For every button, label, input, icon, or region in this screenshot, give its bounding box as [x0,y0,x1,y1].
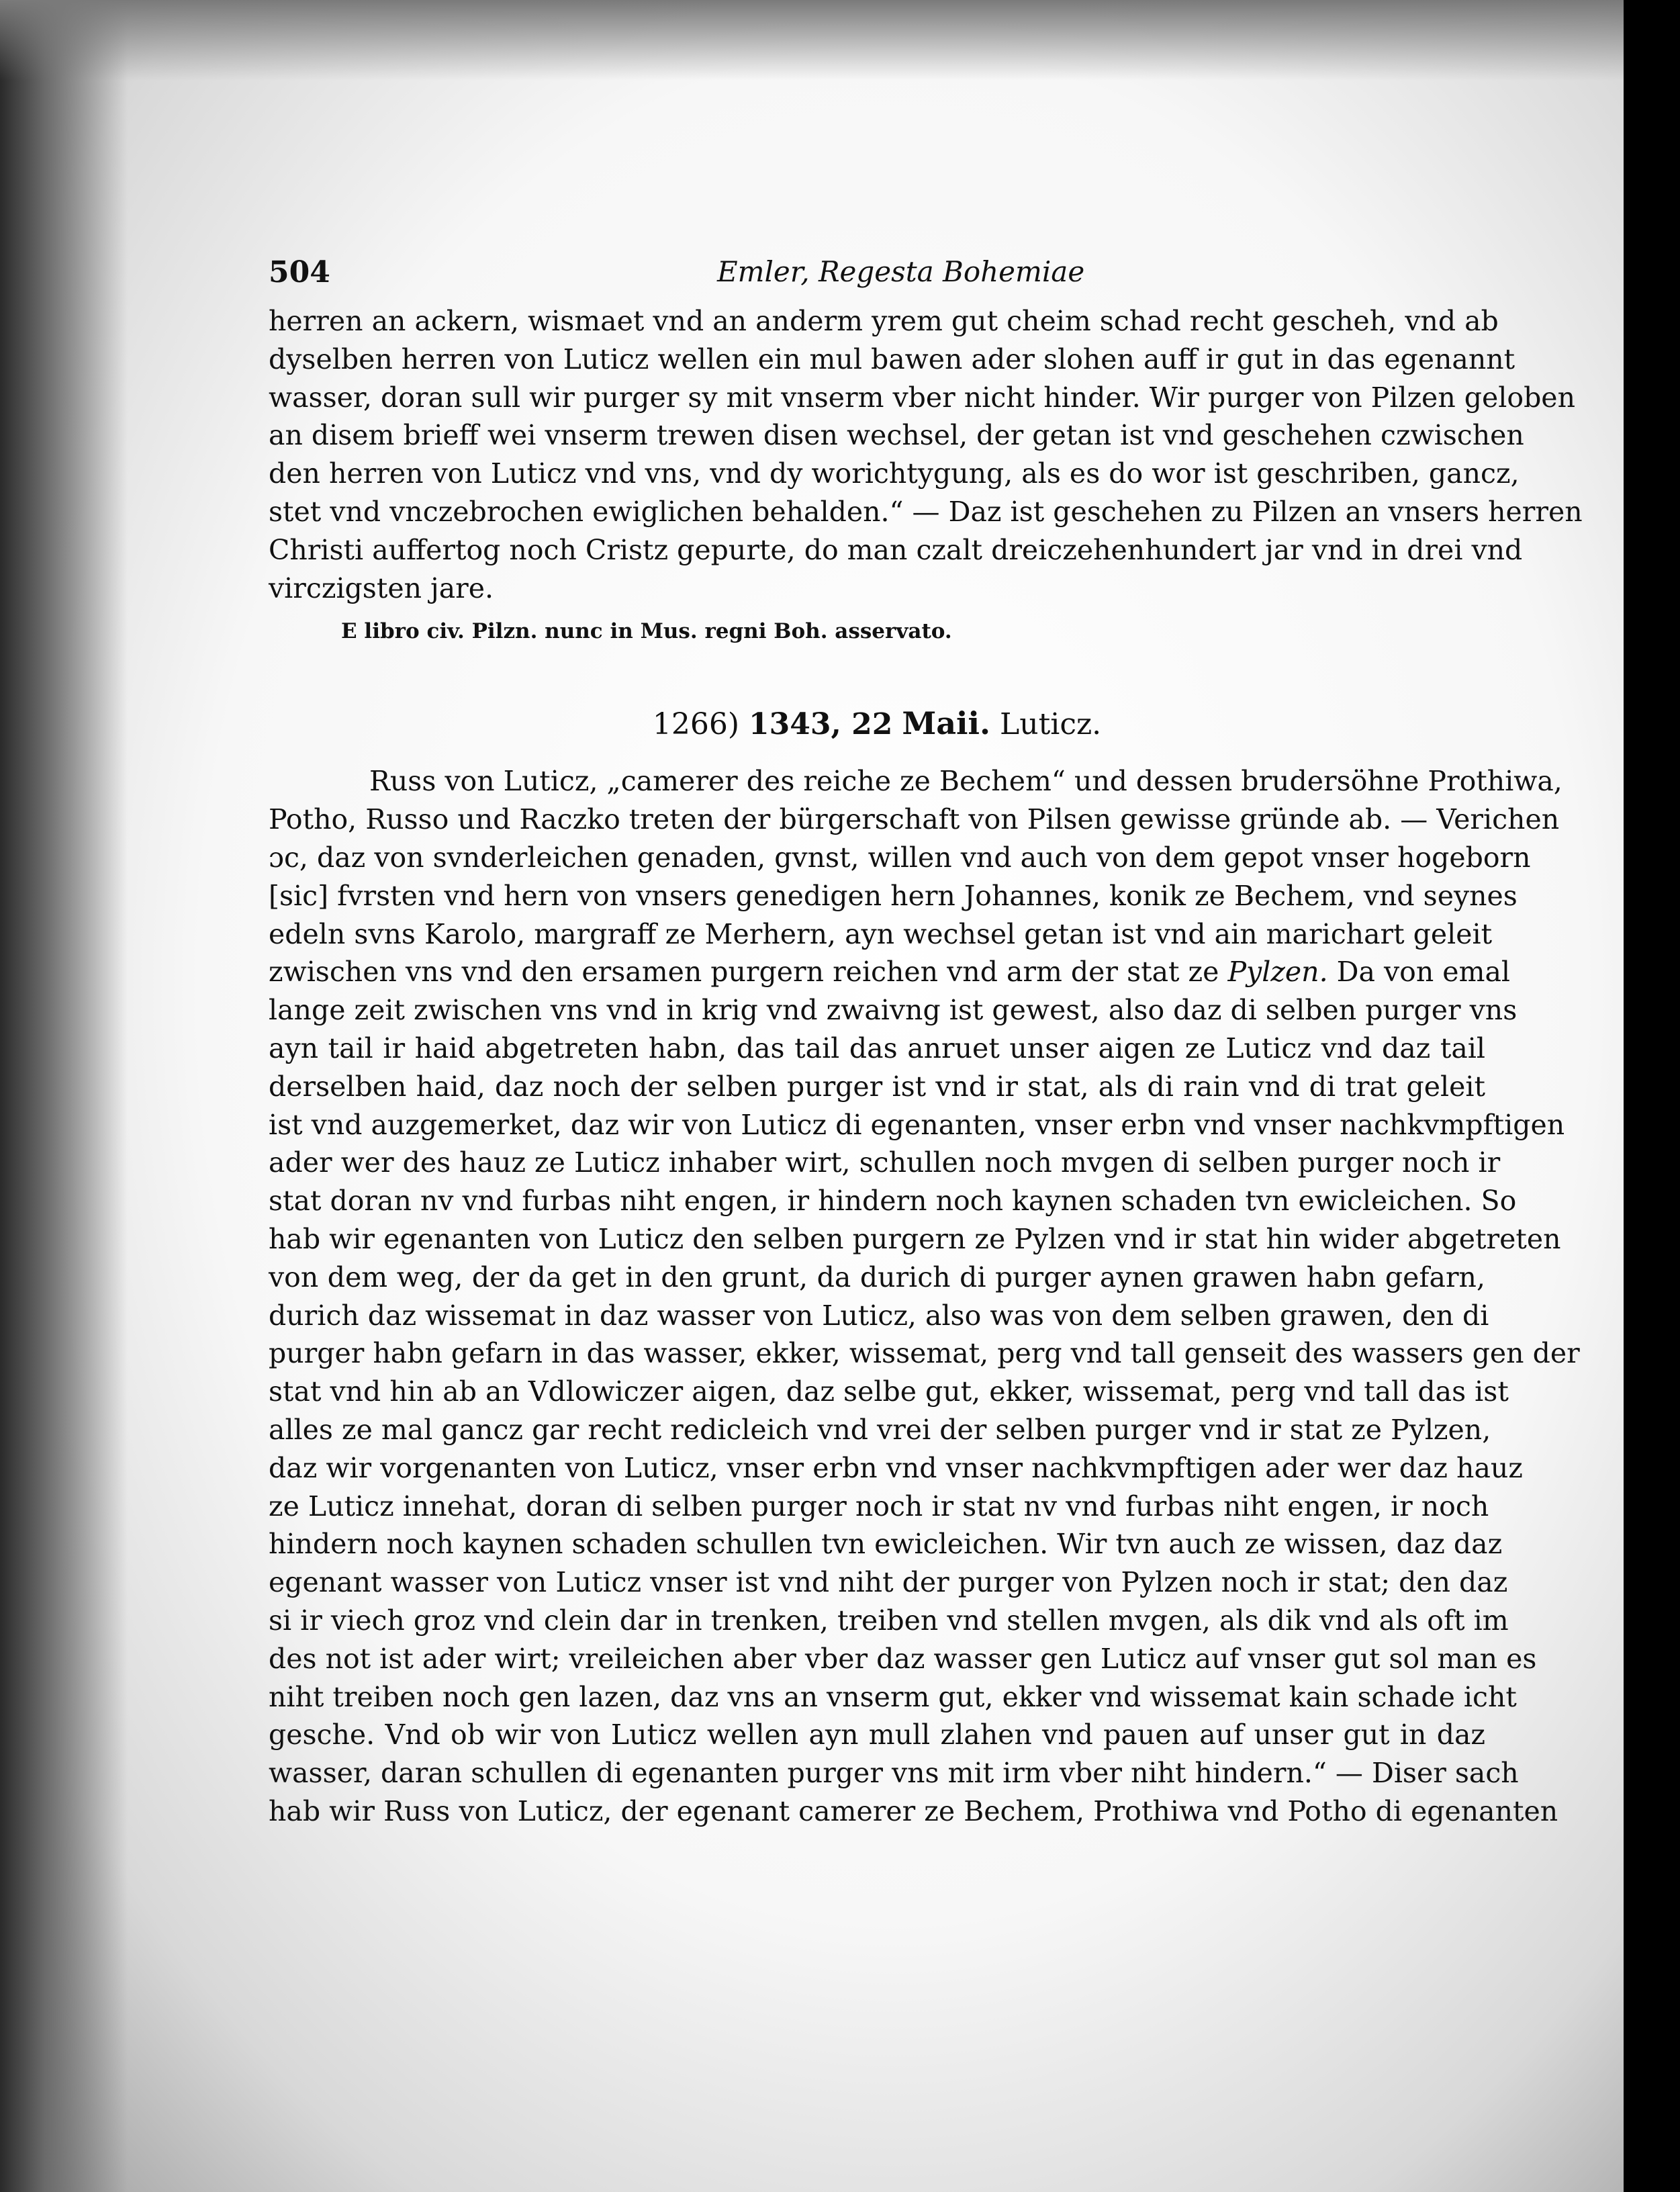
text-line: stat vnd hin ab an Vdlowiczer aigen, daz selbe gut, ekker, wissemat, perg vnd tall das ist [269,1375,1509,1408]
text-fragment: zwischen vns vnd den ersamen purgern reichen vnd arm der stat ze [269,956,1219,989]
text-line: stat doran nv vnd furbas niht engen, ir hindern noch kaynen schaden tvn ewicleichen. So [269,1185,1517,1218]
text-line: derselben haid, daz noch der selben purger ist vnd ir stat, als di rain vnd di trat geleit [269,1070,1485,1103]
text-line: hab wir Russ von Luticz, der egenant camerer ze Bechem, Prothiwa vnd Potho di egenanten [269,1794,1558,1827]
text-line: ist vnd auzgemerket, daz wir von Luticz di egenanten, vnser erbn vnd vnser nachkvmpftigen [269,1108,1565,1141]
text-line: purger habn gefarn in das wasser, ekker, wissemat, perg vnd tall genseit des wassers gen der [269,1337,1580,1370]
text-line: Christi auffertog noch Cristz gepurte, do man czalt dreiczehenhundert jar vnd in drei vnd [269,533,1523,566]
text-line: den herren von Luticz vnd vns, vnd dy worichtygung, als es do wor ist geschriben, gancz, [269,457,1520,490]
text-line: virczigsten jare. [269,572,494,604]
text-line: herren an ackern, wismaet vnd an anderm yrem gut cheim schad recht gescheh, vnd ab [269,305,1499,337]
text-line [269,953,1511,991]
text-fragment: Da von emal [1336,956,1511,989]
text-line: von dem weg, der da get in den grunt, da durich di purger aynen grawen habn gefarn, [269,1261,1485,1293]
entry-place: Luticz. [1000,707,1102,742]
entry-text [269,762,1580,1830]
text-line: si ir viech groz vnd clein dar in trenken, treiben vnd stellen mvgen, als dik vnd als oft im [269,1604,1509,1637]
text-line: ze Luticz innehat, doran di selben purger noch ir stat nv vnd furbas niht engen, ir noch [269,1490,1489,1522]
text-line: daz wir vorgenanten von Luticz, vnser erbn vnd vnser nachkvmpftigen ader wer daz hauz [269,1451,1523,1484]
entry-number: 1266) [652,707,739,742]
entry-heading [269,704,1485,743]
running-head [269,255,1485,302]
text-line: hindern noch kaynen schaden schullen tvn ewicleichen. Wir tvn auch ze wissen, daz daz [269,1528,1503,1561]
text-line: lange zeit zwischen vns vnd in krig vnd zwaivng ist gewest, also daz di selben purger vns [269,994,1518,1027]
text-line: ɔc, daz von svnderleichen genaden, gvnst, willen vnd auch von dem gepot vnser hogeborn [269,841,1531,874]
text-line: edeln svns Karolo, margraff ze Merhern, ayn wechsel getan ist vnd ain marichart geleit [269,917,1493,950]
text-line: dyselben herren von Luticz wellen ein mul bawen ader slohen auff ir gut in das egenannt [269,342,1515,375]
text-line: hab wir egenanten von Luticz den selben purgern ze Pylzen vnd ir stat hin wider abgetreten [269,1222,1561,1255]
text-line: gesche. Vnd ob wir von Luticz wellen ayn mull zlahen vnd pauen auf unser gut in daz [269,1719,1485,1751]
text-line: ader wer des hauz ze Luticz inhaber wirt, schullen noch mvgen di selben purger noch ir [269,1146,1501,1179]
text-line: egenant wasser von Luticz vnser ist vnd niht der purger von Pylzen noch ir stat; den daz [269,1566,1508,1599]
text-line: niht treiben noch gen lazen, daz vns an vnserm gut, ekker vnd wissemat kain schade icht [269,1680,1517,1713]
page-number: 504 [269,255,330,289]
text-line: [sic] fvrsten vnd hern von vnsers genedigen hern Johannes, konik ze Bechem, vnd seynes [269,879,1518,912]
text-line: wasser, daran schullen di egenanten purger vns mit irm vber niht hindern.“ — Diser sach [269,1757,1519,1790]
text-line: stet vnd vnczebrochen ewiglichen behalden.“ — Daz ist geschehen zu Pilzen an vnsers herren [269,495,1583,528]
entry-month: Maii. [902,705,991,742]
text-line: durich daz wissemat in daz wasser von Luticz, also was von dem selben grawen, den di [269,1299,1489,1332]
text-line: des not ist ader wirt; vreileichen aber vber daz wasser gen Luticz auf vnser gut sol man es [269,1642,1537,1675]
text-line: an disem brieff wei vnserm trewen disen wechsel, der getan ist vnd geschehen czwischen [269,419,1524,452]
running-title: Emler, Regesta Bohemiae [717,255,1085,288]
text-line: wasser, doran sull wir purger sy mit vnserm vber nicht hinder. Wir purger von Pilzen geloben [269,381,1575,414]
text-block [269,255,1583,1831]
previous-entry-text [269,302,1583,607]
text-line: alles ze mal gancz gar recht redicleich vnd vrei der selben purger vnd ir stat ze Pylzen, [269,1413,1491,1446]
entry-date: 1343, 22 [749,707,893,742]
italic-place-name: Pylzen. [1227,956,1328,989]
source-note: E libro civ. Pilzn. nunc in Mus. regni Boh. asservato. [341,619,952,644]
text-line: Russ von Luticz, „camerer des reiche ze Bechem“ und dessen brudersöhne Prothiwa, [369,765,1562,798]
text-line: ayn tail ir haid abgetreten habn, das tail das anruet unser aigen ze Luticz vnd daz tail [269,1032,1485,1064]
text-line: Potho, Russo und Raczko treten der bürgerschaft von Pilsen gewisse gründe ab. — Verichen [269,803,1560,836]
